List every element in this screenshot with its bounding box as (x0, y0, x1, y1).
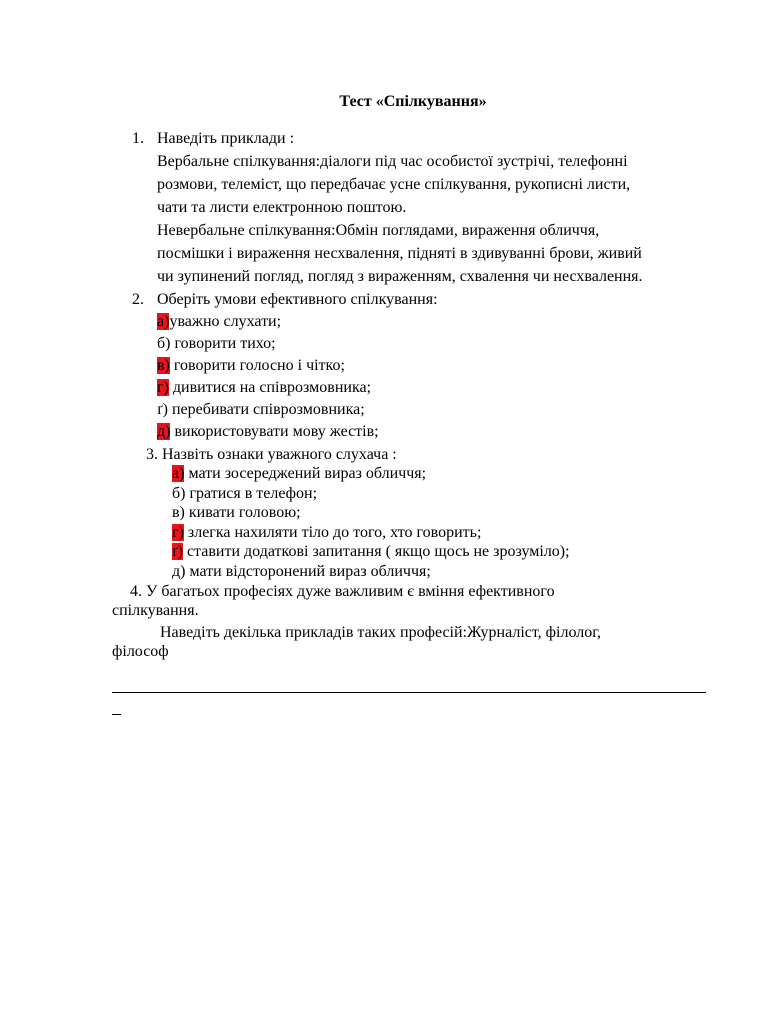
q1-nonverbal-line: чи зупинений погляд, погляд з вираженням, схвалення чи несхвалення. (157, 268, 643, 285)
answer-underline (112, 692, 706, 693)
q1-heading: Наведіть приклади : (157, 130, 295, 147)
q4-answer-line: Наведіть декілька прикладів таких професій:Журналіст, філолог, (160, 624, 601, 641)
option-text: злегка нахиляти тіло до того, хто говорить; (183, 524, 482, 541)
q3-option-b (172, 484, 317, 504)
q2-heading: Оберіть умови ефективного спілкування: (157, 291, 438, 308)
q1-verbal-line: розмови, телеміст, що передбачає усне спілкування, рукописні листи, (157, 176, 631, 193)
q2-option-d (157, 421, 379, 443)
option-text: мати відсторонений вираз обличчя; (185, 563, 431, 580)
answer-highlight: г) (172, 524, 184, 541)
q1-nonverbal-line: посмішки і вираження несхвалення, підняті в здивуванні брови, живий (157, 245, 642, 262)
q2-option-v (157, 355, 345, 377)
q1-verbal-line: чати та листи електронною поштою. (157, 199, 407, 216)
q3-heading: 3. Назвіть ознаки уважного слухача : (146, 446, 397, 463)
option-marker: ґ) (157, 401, 168, 418)
answer-highlight: в) (157, 357, 170, 374)
q2-option-b (157, 333, 276, 355)
q3-option-h (172, 523, 481, 543)
q4-line: 4. У багатьох професіях дуже важливим є вміння ефективного (130, 583, 555, 600)
document-title: Тест «Спілкування» (339, 93, 487, 110)
option-text: ставити додаткові запитання ( якщо щось не зрозуміло); (182, 543, 570, 560)
q2-option-a (157, 311, 281, 333)
q3-option-d (172, 562, 431, 582)
q3-option-v (172, 503, 301, 523)
option-text: перебивати співрозмовника; (167, 401, 365, 418)
q2-option-h (157, 377, 371, 399)
option-text: використовувати мову жестів; (170, 423, 379, 440)
answer-underline-dash (112, 714, 121, 715)
answer-highlight: а) (157, 313, 170, 330)
answer-highlight: ґ) (172, 543, 183, 560)
option-text: гратися в телефон; (185, 485, 318, 502)
q3-option-g (172, 542, 570, 562)
option-text: говорити голосно і чітко; (169, 357, 345, 374)
option-text: кивати головою; (184, 504, 301, 521)
answer-highlight: г) (157, 379, 169, 396)
option-marker: д) (172, 563, 186, 580)
option-text: говорити тихо; (170, 335, 276, 352)
q2-option-g (157, 399, 365, 421)
option-marker: в) (172, 504, 185, 521)
option-text: уважно слухати; (169, 313, 282, 330)
option-marker: б) (157, 335, 171, 352)
q4-line: спілкування. (112, 602, 199, 619)
answer-highlight: а) (172, 465, 185, 482)
q4-answer-line: філософ (112, 643, 169, 660)
option-text: дивитися на співрозмовника; (168, 379, 372, 396)
q1-verbal-line: Вербальне спілкування:діалоги під час особистої зустрічі, телефонні (157, 153, 628, 170)
option-text: мати зосереджений вираз обличчя; (184, 465, 427, 482)
answer-highlight: д) (157, 423, 171, 440)
q1-nonverbal-line: Невербальне спілкування:Обмін поглядами, вираження обличчя, (157, 222, 600, 239)
q3-option-a (172, 464, 426, 484)
q2-number: 2. (132, 291, 144, 308)
option-marker: б) (172, 485, 186, 502)
q1-number: 1. (132, 130, 144, 147)
